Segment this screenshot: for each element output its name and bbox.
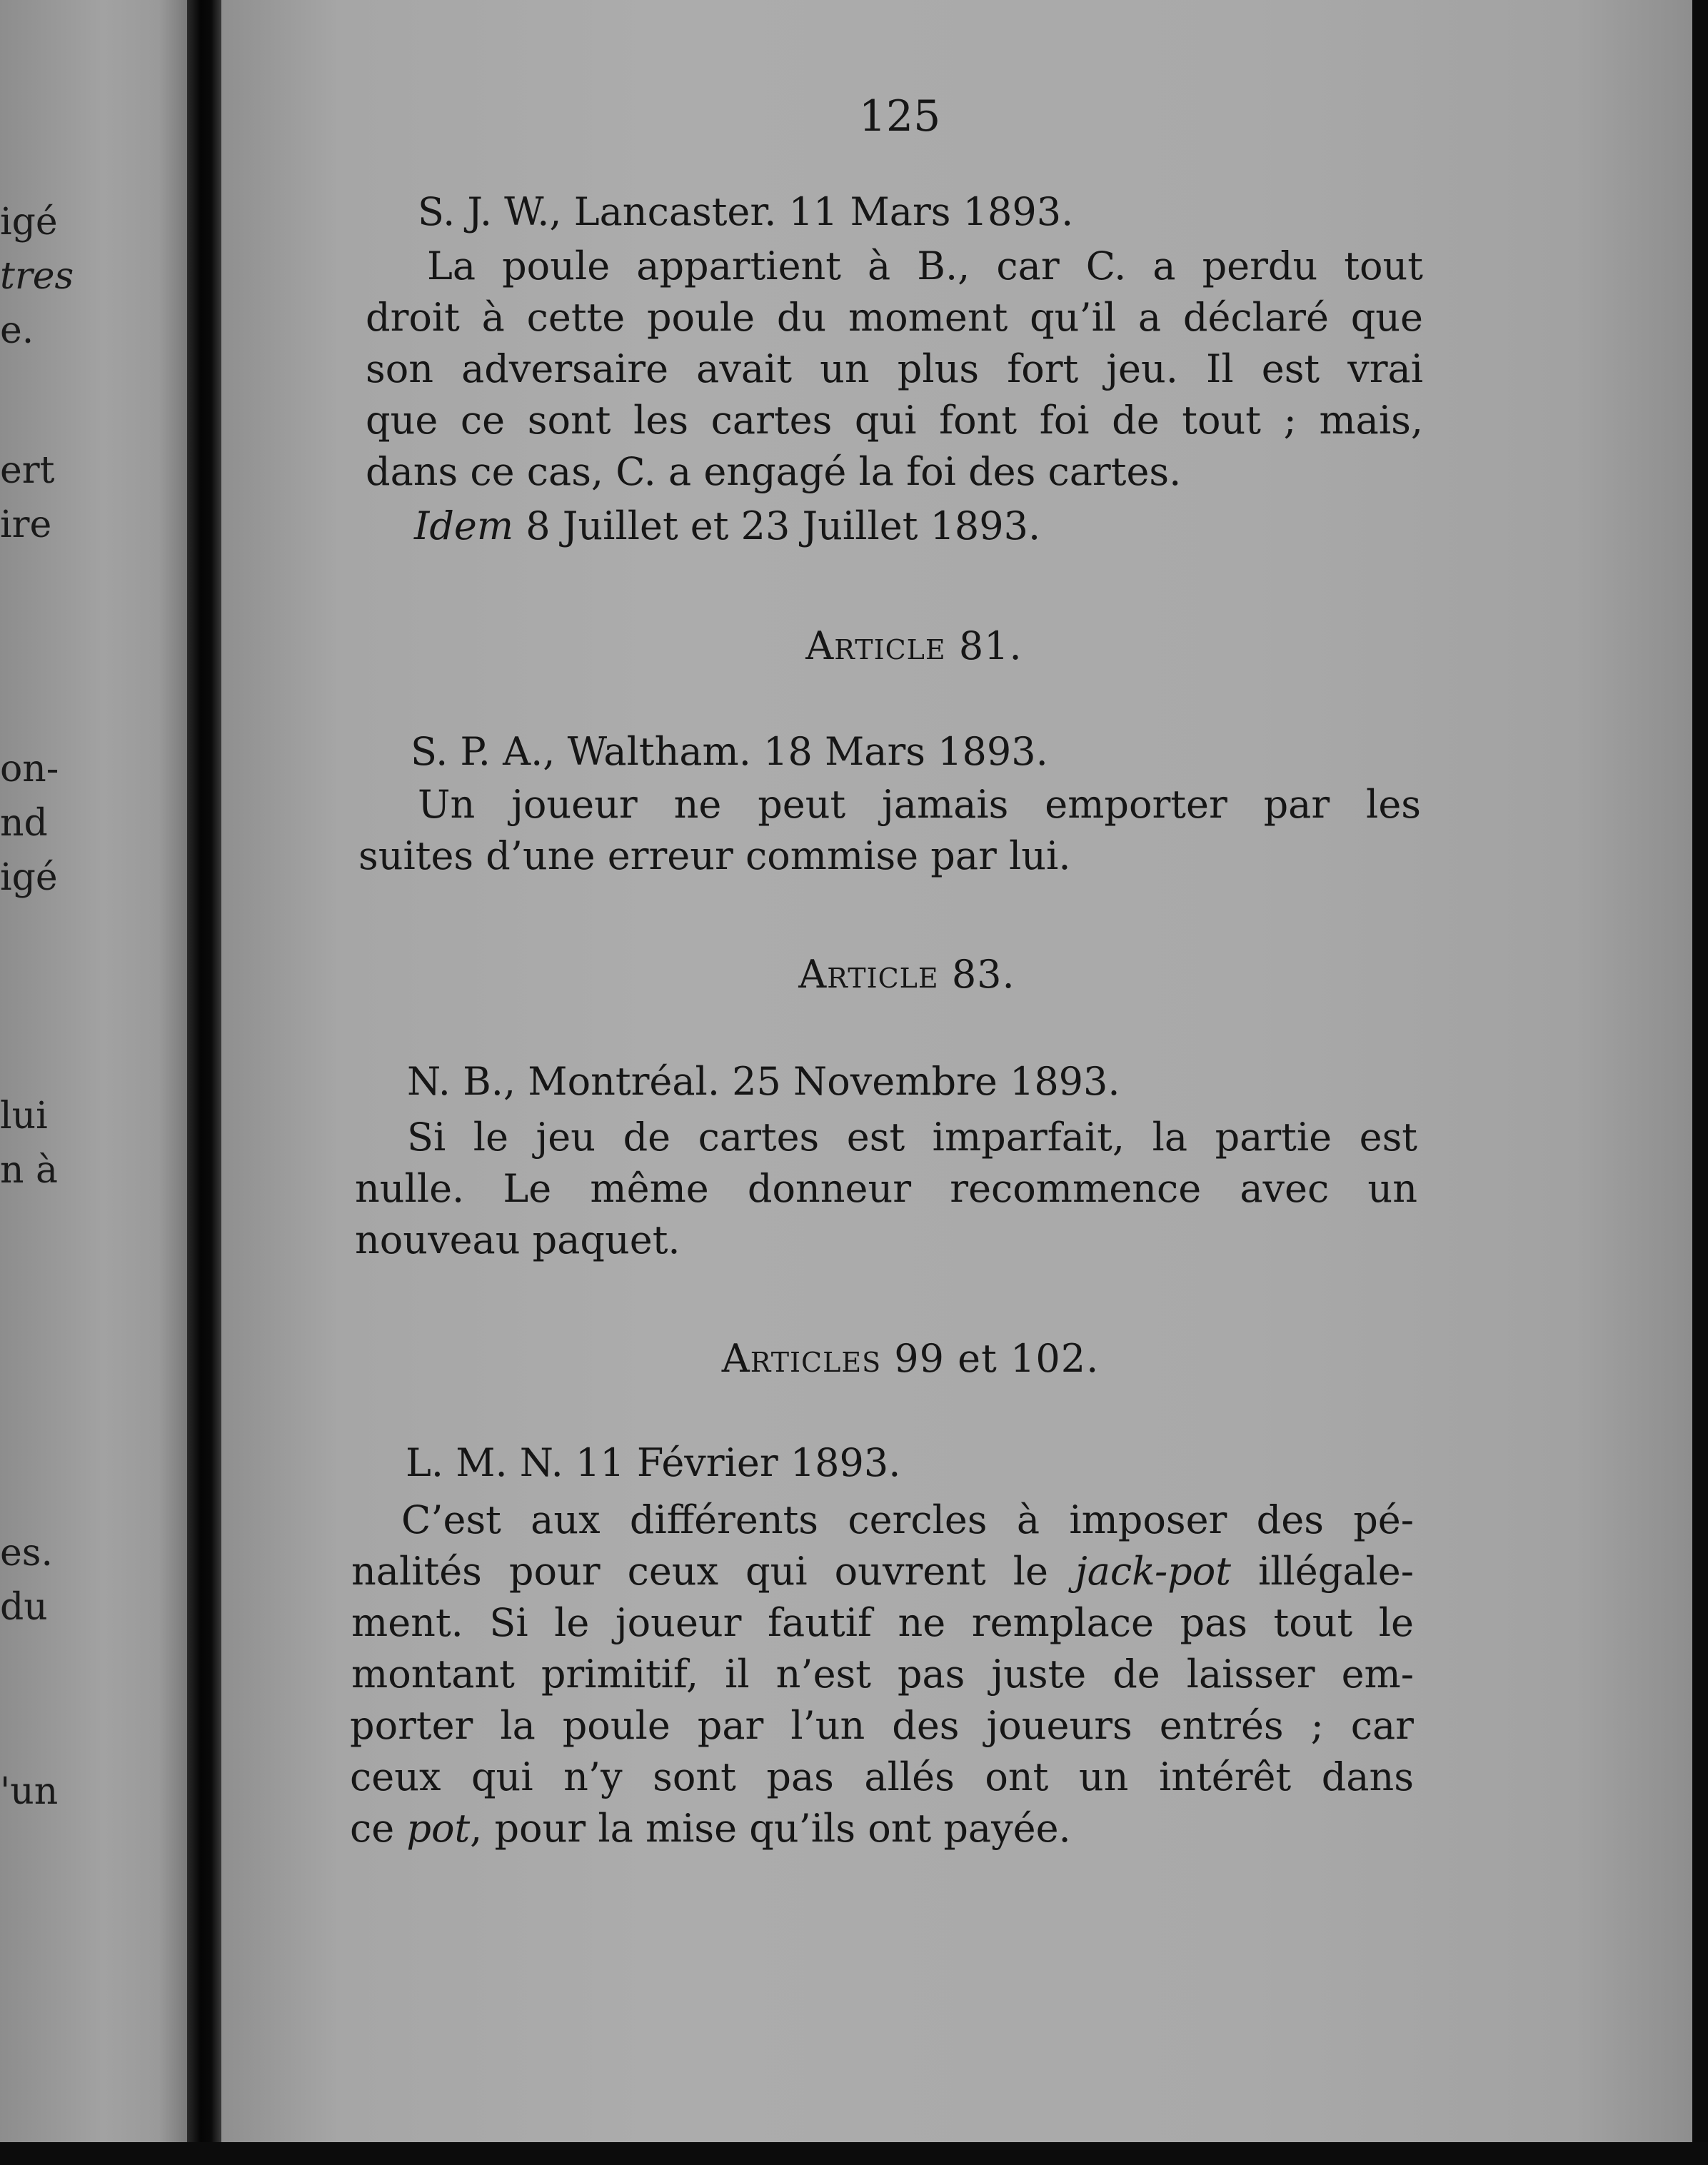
entry-text-line: Si le jeu de cartes est imparfait, la partie est bbox=[407, 1115, 1417, 1160]
idem-dates: 8 Juillet et 23 Juillet 1893. bbox=[513, 503, 1041, 548]
entry-text-line: son adversaire avait un plus fort jeu. Il est vrai bbox=[366, 346, 1423, 391]
entry-text-line: droit à cette poule du moment qu’il a déclaré que bbox=[366, 295, 1423, 340]
left-fragment-line: du bbox=[0, 1587, 48, 1628]
article-heading-prefix: Articles bbox=[721, 1336, 882, 1381]
left-fragment-line: igé bbox=[0, 857, 58, 898]
left-fragment-line: igé bbox=[0, 201, 58, 243]
article-heading bbox=[571, 1334, 1250, 1384]
entry-text-italic: pot bbox=[406, 1806, 471, 1851]
entry-text-segment: , pour la mise qu’ils ont payée. bbox=[470, 1806, 1071, 1851]
entry-text-italic: jack-pot bbox=[1075, 1549, 1231, 1594]
entry-text-line: nulle. Le même donneur recommence avec un bbox=[355, 1166, 1417, 1211]
page-number: 125 bbox=[858, 91, 941, 141]
left-fragment-line: on- bbox=[0, 748, 59, 790]
entry-citation: S. J. W., Lancaster. 11 Mars 1893. bbox=[418, 189, 1074, 234]
left-fragment-line: n à bbox=[0, 1150, 59, 1191]
article-heading bbox=[628, 621, 1200, 671]
left-fragment-line: 'un bbox=[0, 1771, 59, 1812]
article-heading-number: 81. bbox=[945, 623, 1023, 668]
left-fragment-line: lui bbox=[0, 1095, 48, 1137]
entry-text-line: C’est aux différents cercles à imposer des pé- bbox=[401, 1497, 1414, 1542]
entry-text-line bbox=[350, 1804, 1414, 1854]
entry-idem-line bbox=[414, 501, 1271, 551]
entry-text-line: La poule appartient à B., car C. a perdu tout bbox=[427, 243, 1423, 288]
entry-text-line: ceux qui n’y sont pas allés ont un intérêt dans bbox=[350, 1754, 1414, 1799]
entry-text-line: que ce sont les cartes qui font foi de tout ; mais, bbox=[366, 398, 1423, 443]
entry-text-line: ment. Si le joueur fautif ne remplace pas tout le bbox=[351, 1600, 1414, 1645]
book-gutter bbox=[187, 0, 221, 2165]
left-fragment-line: tres bbox=[0, 256, 74, 297]
article-heading-number: 99 et 102. bbox=[881, 1336, 1100, 1381]
entry-text-segment: illégale- bbox=[1230, 1549, 1414, 1594]
entry-text-line: nouveau paquet. bbox=[355, 1217, 680, 1262]
entry-citation: N. B., Montréal. 25 Novembre 1893. bbox=[407, 1059, 1120, 1104]
article-heading-prefix: Article bbox=[805, 623, 946, 668]
entry-text-line: suites d’une erreur commise par lui. bbox=[358, 833, 1071, 878]
entry-citation: S. P. A., Waltham. 18 Mars 1893. bbox=[411, 729, 1048, 774]
entry-text-segment: ce bbox=[350, 1806, 407, 1851]
left-fragment-line: ert bbox=[0, 450, 55, 491]
idem-word: Idem bbox=[414, 503, 514, 548]
entry-text-line: Un joueur ne peut jamais emporter par les bbox=[418, 782, 1421, 827]
entry-text-line: dans ce cas, C. a engagé la foi des cartes. bbox=[366, 449, 1182, 494]
entry-citation: L. M. N. 11 Février 1893. bbox=[406, 1440, 901, 1485]
scan-right-edge bbox=[1692, 0, 1708, 2165]
left-fragment-line: ire bbox=[0, 504, 52, 546]
entry-text-line: montant primitif, il n’est pas juste de laisser em- bbox=[351, 1652, 1414, 1697]
article-heading-prefix: Article bbox=[798, 952, 939, 997]
entry-text-segment: nalités pour ceux qui ouvrent le bbox=[351, 1549, 1075, 1594]
article-heading bbox=[621, 950, 1192, 1000]
left-page-fragment bbox=[0, 0, 187, 2149]
scan-bottom-edge bbox=[0, 2142, 1708, 2165]
left-fragment-line: nd bbox=[0, 803, 48, 844]
article-heading-number: 83. bbox=[938, 952, 1015, 997]
entry-text-line bbox=[351, 1547, 1414, 1597]
left-fragment-line: e. bbox=[0, 310, 34, 351]
left-fragment-line: es. bbox=[0, 1532, 53, 1574]
entry-text-line: porter la poule par l’un des joueurs entrés ; car bbox=[350, 1703, 1414, 1748]
